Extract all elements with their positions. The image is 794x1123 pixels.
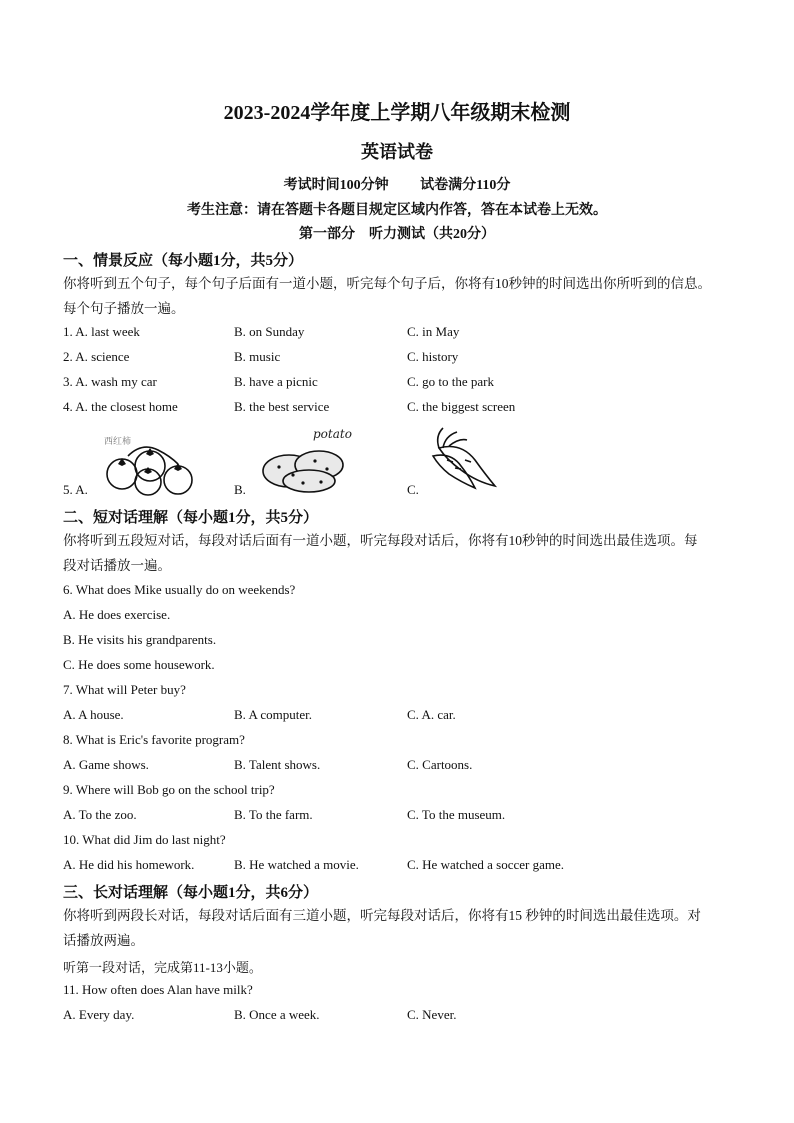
question-6-option-a: A. He does exercise. <box>63 607 171 622</box>
option-c: C. history <box>407 349 459 364</box>
option-b: B. have a picnic <box>234 374 318 389</box>
question-5 <box>63 482 743 502</box>
question-6-option-c: C. He does some housework. <box>63 657 215 672</box>
option-b: B. A computer. <box>234 707 312 722</box>
question-11-options <box>63 1007 743 1027</box>
section2-heading: 二、短对话理解（每小题1分，共5分） <box>63 510 319 526</box>
option-a: A. He did his homework. <box>63 857 195 872</box>
exam-notice: 考生注意：请在答题卡各题目规定区域内作答，答在本试卷上无效。 <box>187 203 607 218</box>
option-b: B. He watched a movie. <box>234 857 359 872</box>
potato-label: potato <box>313 427 352 441</box>
option-b: B. the best service <box>234 399 330 414</box>
option-c: C. He watched a soccer game. <box>407 857 565 872</box>
exam-time: 考试时间100分钟 <box>283 178 389 193</box>
question-7: 7. What will Peter buy? <box>63 682 186 697</box>
tomato-label: 西红柿 <box>104 437 132 447</box>
section3-heading: 三、长对话理解（每小题1分，共6分） <box>63 885 319 901</box>
option-a: 4. A. the closest home <box>63 399 178 414</box>
option-c: C. in May <box>407 324 460 339</box>
question-6: 6. What does Mike usually do on weekends? <box>63 582 296 597</box>
option-a: 5. A. <box>63 482 88 497</box>
option-b: B. <box>234 482 246 497</box>
option-c: C. go to the park <box>407 374 495 389</box>
question-10: 10. What did Jim do last night? <box>63 832 226 847</box>
option-c: C. To the museum. <box>407 807 506 822</box>
option-a: 2. A. science <box>63 349 130 364</box>
question-8: 8. What is Eric's favorite program? <box>63 732 245 747</box>
option-b: B. To the farm. <box>234 807 313 822</box>
question-10-options <box>63 857 743 877</box>
section1-heading: 一、情景反应（每小题1分，共5分） <box>63 253 304 269</box>
section3-instructions-line1: 你将听到两段长对话，每段对话后面有三道小题，听完每段对话后，你将有15 秒钟的时间选出最佳选项。对 <box>63 908 701 923</box>
option-a: A. Every day. <box>63 1007 135 1022</box>
option-c: C. A. car. <box>407 707 456 722</box>
option-c: C. the biggest screen <box>407 399 516 414</box>
option-a: A. A house. <box>63 707 124 722</box>
section2-instructions <box>63 528 743 578</box>
option-a: A. To the zoo. <box>63 807 137 822</box>
question-2 <box>63 349 743 369</box>
option-b: B. Once a week. <box>234 1007 320 1022</box>
option-a: 1. A. last week <box>63 324 140 339</box>
question-7-options <box>63 707 743 727</box>
dialog1-instruction: 听第一段对话，完成第11-13小题。 <box>63 960 262 975</box>
question-8-options <box>63 757 743 777</box>
option-b: B. music <box>234 349 281 364</box>
exam-subtitle: 英语试卷 <box>361 142 433 162</box>
question-11: 11. How often does Alan have milk? <box>63 982 253 997</box>
question-3 <box>63 374 743 394</box>
question-9-options <box>63 807 743 827</box>
part-heading: 第一部分 听力测试（共20分） <box>299 227 495 242</box>
option-c: C. Cartoons. <box>407 757 473 772</box>
section1-instructions-line2: 每个句子播放一遍。 <box>63 301 185 316</box>
option-b: B. Talent shows. <box>234 757 321 772</box>
section2-instructions-line1: 你将听到五段短对话，每段对话后面有一道小题，听完每段对话后，你将有10秒钟的时间选出最佳选项。每 <box>63 533 698 548</box>
option-c: C. <box>407 482 419 497</box>
exam-title: 2023-2024学年度上学期八年级期末检测 <box>223 102 571 124</box>
carrot-icon <box>425 426 505 490</box>
question-6-option-b: B. He visits his grandparents. <box>63 632 217 647</box>
exam-info <box>0 174 794 194</box>
question-1 <box>63 324 743 344</box>
question-9: 9. Where will Bob go on the school trip? <box>63 782 275 797</box>
full-score: 试卷满分110分 <box>420 178 511 193</box>
section3-instructions-line2: 话播放两遍。 <box>63 933 144 948</box>
option-a: 3. A. wash my car <box>63 374 157 389</box>
option-a: A. Game shows. <box>63 757 149 772</box>
section2-instructions-line2: 段对话播放一遍。 <box>63 558 171 573</box>
section1-instructions <box>63 271 743 321</box>
section1-instructions-line1: 你将听到五个句子，每个句子后面有一道小题，听完每个句子后，你将有10秒钟的时间选出你所听到的信息。 <box>63 276 711 291</box>
section3-instructions <box>63 903 743 953</box>
question-4 <box>63 399 743 419</box>
option-c: C. Never. <box>407 1007 457 1022</box>
option-b: B. on Sunday <box>234 324 305 339</box>
